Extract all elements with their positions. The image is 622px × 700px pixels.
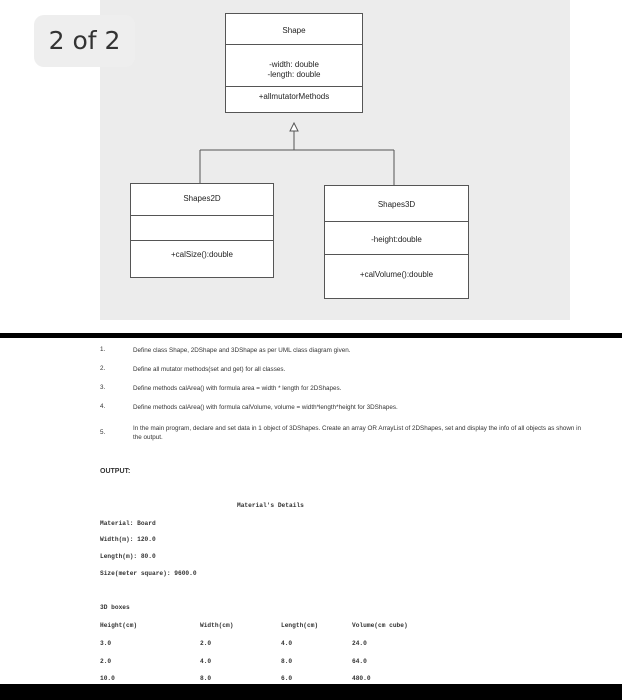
item-number: 4. (100, 403, 106, 410)
method: +calVolume():double (359, 270, 434, 279)
item-text: Define all mutator methods(set and get) for all classes. (133, 366, 286, 373)
uml-diagram-image (100, 0, 570, 320)
table-cell: 4.0 (200, 658, 212, 665)
table-cell: 6.0 (281, 675, 293, 682)
diagram-panel (0, 0, 622, 333)
class-name: Shapes3D (377, 200, 416, 209)
bottom-bar (0, 684, 622, 700)
table-cell: 8.0 (281, 658, 293, 665)
table-cell: 10.0 (100, 675, 115, 682)
assignment-panel (0, 338, 622, 684)
attribute: -width: double (269, 60, 319, 69)
item-text: Define methods calArea() with formula area = width * length for 2DShapes. (133, 385, 342, 392)
attribute: -length: double (267, 70, 321, 79)
output-line: Width(m): 120.0 (100, 536, 156, 543)
item-number: 3. (100, 384, 106, 391)
item-text: Define methods calArea() with formula calVolume, volume = width*length*height for 3DShapes. (133, 404, 398, 411)
class-name: Shapes2D (183, 194, 221, 203)
output-line: Size(meter square): 9600.0 (100, 570, 197, 577)
attribute: -height:double (371, 235, 422, 244)
method: +calSize():double (170, 250, 234, 259)
uml-class-shapes3d (324, 185, 469, 299)
item-number: 5. (100, 429, 106, 436)
item-text: Define class Shape, 2DShape and 3DShape as per UML class diagram given. (133, 347, 351, 354)
table-cell: 3.0 (100, 640, 112, 647)
table-cell: 480.0 (352, 675, 371, 682)
table-cell: 24.0 (352, 640, 367, 647)
item-number: 2. (100, 365, 106, 372)
column-header: Length(cm) (281, 622, 319, 629)
output-label: OUTPUT: (100, 468, 131, 475)
method: +allmutatorMethods (258, 92, 330, 101)
table-cell: 2.0 (100, 658, 112, 665)
class-name: Shape (282, 26, 306, 35)
page-indicator: 2 of 2 (34, 15, 135, 67)
table-cell: 4.0 (281, 640, 293, 647)
column-header: Volume(cm cube) (352, 622, 408, 629)
column-header: Height(cm) (100, 622, 138, 629)
item-text: In the main program, declare and set data in 1 object of 3DShapes. Create an array OR ArrayList of 2DShapes, set and display the info of all objects as shown in the output. (133, 425, 582, 441)
boxes-label: 3D boxes (100, 604, 130, 611)
table-cell: 8.0 (200, 675, 212, 682)
table-cell: 2.0 (200, 640, 212, 647)
output-title: Material's Details (237, 502, 304, 509)
output-line: Material: Board (100, 520, 156, 527)
output-line: Length(m): 80.0 (100, 553, 156, 560)
uml-class-shapes2d (130, 183, 274, 278)
item-number: 1. (100, 346, 106, 353)
column-header: Width(cm) (200, 622, 234, 629)
table-cell: 64.0 (352, 658, 367, 665)
